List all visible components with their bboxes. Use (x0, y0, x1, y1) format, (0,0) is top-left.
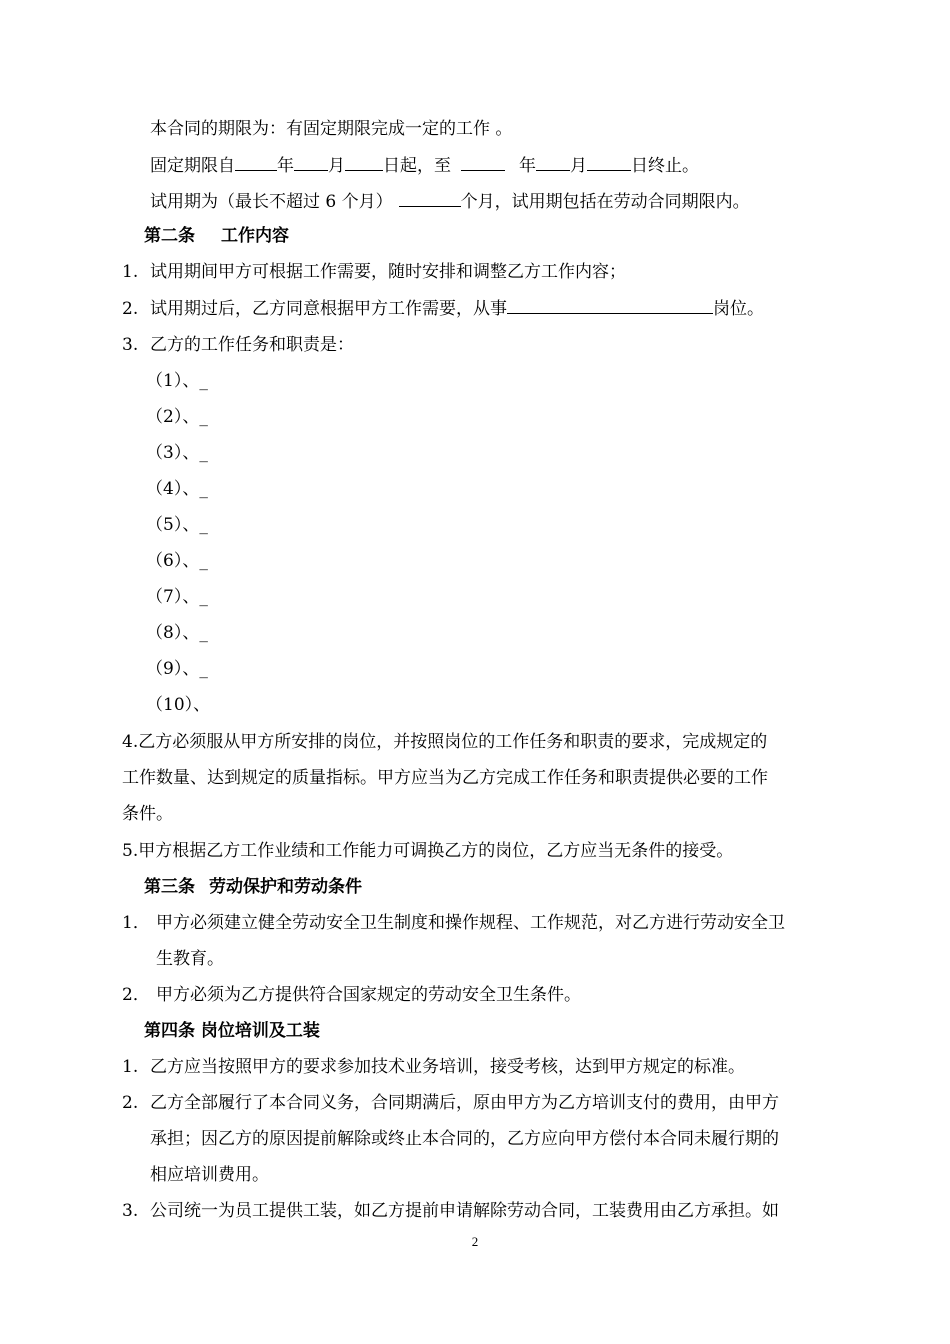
term-text: 本合同的期限为：有固定期限完成一定的工作 。 (150, 119, 513, 139)
a3-item-1 (122, 911, 785, 935)
duty-item: （4）、_ (146, 479, 208, 499)
duty-item: （7）、_ (146, 587, 208, 607)
a2-item-1 (122, 260, 626, 284)
a2-item-1-num: 1. (122, 262, 139, 282)
a4-item-3-num: 3. (122, 1201, 139, 1221)
fixed-prefix: 固定期限自 (150, 156, 235, 176)
a4-item-2-line-3: 相应培训费用。 (150, 1165, 269, 1185)
a4-item-2-num: 2. (122, 1093, 139, 1113)
a2-item-3-num: 3. (122, 335, 139, 355)
a4-item-2-line-1: 乙方全部履行了本合同义务，合同期满后，原由甲方为乙方培训支付的费用，由甲方 (150, 1093, 779, 1113)
label-month-2: 月 (570, 156, 587, 176)
term-line-1 (150, 117, 512, 141)
a2-item-2-num: 2. (122, 299, 139, 319)
duty-item: （3）、_ (146, 443, 208, 463)
article-2-title: 工作内容 (221, 226, 289, 246)
fixed-term-line (150, 152, 699, 178)
duty-item: （9）、_ (146, 659, 208, 679)
a3-item-2-num: 2． (122, 985, 150, 1005)
a2-item-3-text: 乙方的工作任务和职责是： (150, 335, 354, 355)
blank-day-1[interactable] (345, 152, 383, 171)
a2-item-5: 5.甲方根据乙方工作业绩和工作能力可调换乙方的岗位，乙方应当无条件的接受。 (122, 841, 734, 861)
a4-item-2-line-2: 承担；因乙方的原因提前解除或终止本合同的，乙方应向甲方偿付本合同未履行期的 (150, 1129, 779, 1149)
article-3-title: 劳动保护和劳动条件 (209, 877, 362, 897)
a2-item-2 (122, 295, 764, 321)
trial-prefix: 试用期为（最长不超过 6 个月） (150, 192, 393, 212)
a4-item-1-num: 1. (122, 1057, 139, 1077)
duty-item: （8）、_ (146, 623, 208, 643)
blank-year-1[interactable] (235, 152, 277, 171)
duty-item: （2）、_ (146, 407, 208, 427)
blank-month-2[interactable] (536, 152, 570, 171)
a3-item-2-text: 甲方必须为乙方提供符合国家规定的劳动安全卫生条件。 (156, 985, 581, 1005)
label-day-1: 日起，至 (383, 156, 451, 176)
a4-item-1-text: 乙方应当按照甲方的要求参加技术业务培训，接受考核，达到甲方规定的标准。 (150, 1057, 745, 1077)
article-2-label: 第二条 (144, 226, 195, 246)
article-4-heading: 第四条 岗位培训及工装 (144, 1021, 320, 1041)
a2-item-4-line-1: 4.乙方必须服从甲方所安排的岗位，并按照岗位的工作任务和职责的要求，完成规定的 (122, 732, 768, 752)
a3-item-1-line-1: 甲方必须建立健全劳动安全卫生制度和操作规程、工作规范，对乙方进行劳动安全卫 (156, 913, 785, 933)
a4-item-3-text: 公司统一为员工提供工装，如乙方提前申请解除劳动合同，工装费用由乙方承担。如 (150, 1201, 779, 1221)
label-end: 日终止。 (631, 156, 699, 176)
duty-item: （6）、_ (146, 551, 208, 571)
label-year-1: 年 (277, 156, 294, 176)
a2-item-2-suffix: 岗位。 (713, 299, 764, 319)
a2-item-4-line-2: 工作数量、达到规定的质量指标。甲方应当为乙方完成工作任务和职责提供必要的工作 (122, 768, 768, 788)
trial-line (150, 188, 750, 214)
blank-trial-months[interactable] (399, 188, 461, 207)
a4-item-1 (122, 1055, 745, 1079)
a4-item-3 (122, 1199, 779, 1223)
article-2-heading (144, 224, 289, 248)
duty-item: （5）、_ (146, 515, 208, 535)
a3-item-2 (122, 983, 581, 1007)
a4-item-2 (122, 1091, 779, 1115)
a3-item-1-num: 1． (122, 913, 150, 933)
article-3-label: 第三条 (144, 877, 195, 897)
trial-suffix: 个月，试用期包括在劳动合同期限内。 (460, 192, 750, 212)
blank-position[interactable] (507, 295, 713, 314)
blank-month-1[interactable] (294, 152, 328, 171)
label-month-1: 月 (328, 156, 345, 176)
duty-item: （1）、_ (146, 371, 208, 391)
a2-item-1-text: 试用期间甲方可根据工作需要，随时安排和调整乙方工作内容； (150, 262, 626, 282)
blank-day-2[interactable] (587, 152, 631, 171)
page-number: 2 (471, 1234, 479, 1249)
duty-item: （10）、 (146, 695, 211, 715)
a2-item-2-text: 试用期过后，乙方同意根据甲方工作需要，从事 (150, 299, 507, 319)
a2-item-3 (122, 333, 354, 357)
a2-item-4-line-3: 条件。 (122, 804, 173, 824)
blank-year-2[interactable] (461, 152, 505, 171)
article-3-heading (144, 875, 362, 899)
label-year-2: 年 (519, 156, 536, 176)
a3-item-1-line-2: 生教育。 (156, 949, 224, 969)
